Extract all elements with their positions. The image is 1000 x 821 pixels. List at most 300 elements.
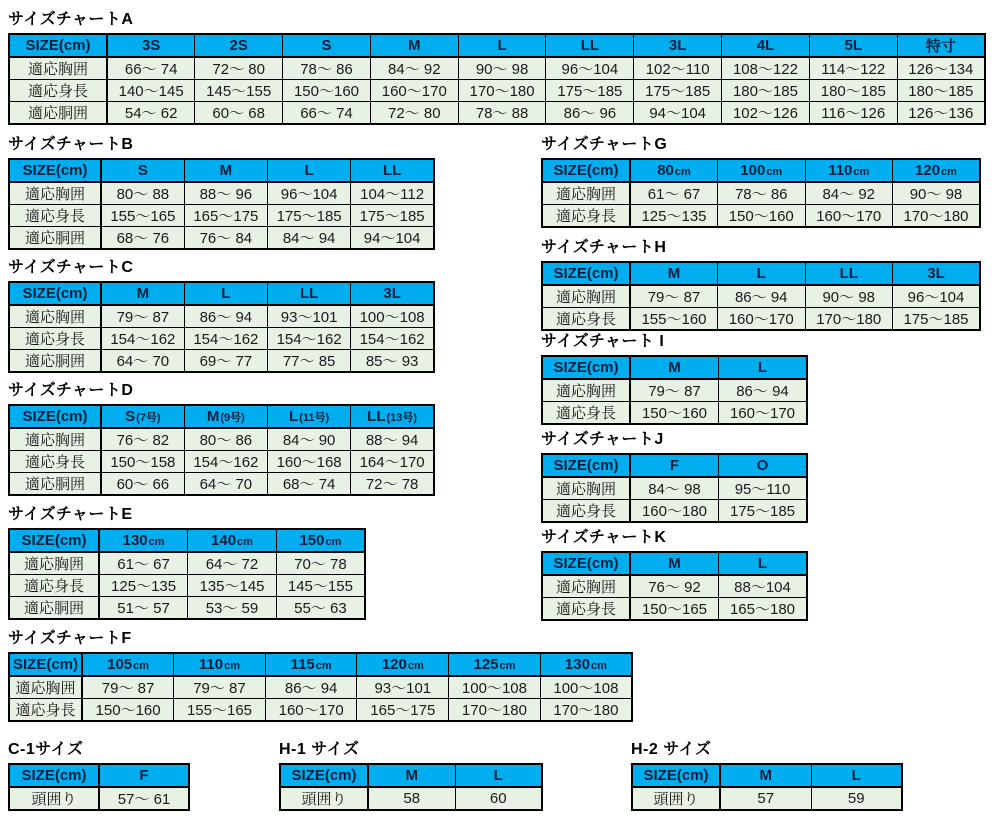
cell-value: 77〜 85 bbox=[268, 350, 351, 373]
cell-value: 102〜110 bbox=[634, 57, 722, 80]
column-header-label: 3L bbox=[668, 37, 687, 54]
column-header bbox=[184, 405, 267, 428]
column-header-sub-label: cm bbox=[148, 536, 165, 548]
size-chart-E bbox=[8, 505, 366, 620]
cell-value: 84〜 92 bbox=[805, 182, 893, 205]
table-row bbox=[9, 451, 434, 473]
column-header-label: 140 bbox=[211, 532, 237, 549]
size-table-G bbox=[541, 158, 981, 228]
column-header bbox=[893, 159, 981, 182]
cell-value: 79〜 87 bbox=[101, 305, 184, 328]
cell-value: 54〜 62 bbox=[107, 102, 195, 125]
cell-value: 55〜 63 bbox=[276, 597, 365, 620]
column-header bbox=[107, 34, 195, 57]
table-row bbox=[9, 552, 365, 575]
chart-title-H1: H-1 サイズ bbox=[279, 741, 360, 758]
size-table-H1 bbox=[279, 763, 543, 811]
row-label: 頭囲り bbox=[9, 787, 99, 810]
column-header bbox=[720, 764, 811, 787]
row-label: 適応胴囲 bbox=[9, 597, 99, 620]
cell-value: 100〜108 bbox=[351, 305, 434, 328]
row-label: 頭囲り bbox=[632, 787, 720, 810]
cell-value: 79〜 87 bbox=[82, 676, 174, 699]
column-header bbox=[101, 282, 184, 305]
cell-value: 154〜162 bbox=[101, 328, 184, 350]
column-header bbox=[805, 262, 893, 285]
table-row bbox=[9, 699, 632, 722]
column-header-label: LL bbox=[382, 162, 402, 179]
column-header-sub-label: cm bbox=[133, 660, 150, 672]
table-row bbox=[632, 787, 902, 810]
cell-value: 88〜 96 bbox=[184, 182, 267, 205]
row-label: 適応胸囲 bbox=[9, 182, 101, 205]
cell-value: 61〜 67 bbox=[99, 552, 188, 575]
column-header bbox=[718, 262, 806, 285]
table-row bbox=[9, 787, 189, 810]
table-row bbox=[9, 102, 985, 125]
table-row bbox=[9, 80, 985, 102]
size-corner-label: SIZE(cm) bbox=[542, 159, 630, 182]
cell-value: 78〜 86 bbox=[718, 182, 806, 205]
size-table-H bbox=[541, 261, 981, 331]
table-row bbox=[9, 227, 434, 250]
column-header-label: 120 bbox=[381, 656, 407, 673]
cell-value: 150〜158 bbox=[101, 451, 184, 473]
column-header-sub-label: cm bbox=[590, 660, 607, 672]
cell-value: 180〜185 bbox=[897, 80, 985, 102]
column-header bbox=[540, 653, 632, 676]
column-header bbox=[893, 262, 981, 285]
column-header-label: M bbox=[219, 162, 233, 179]
column-header-label: 4L bbox=[756, 37, 775, 54]
table-row bbox=[542, 182, 980, 205]
cell-value: 155〜165 bbox=[101, 205, 184, 227]
size-corner-label: SIZE(cm) bbox=[9, 653, 82, 676]
column-header-label: 3L bbox=[383, 285, 401, 302]
row-label: 適応胸囲 bbox=[9, 57, 107, 80]
row-label: 適応胸囲 bbox=[542, 379, 630, 402]
column-header bbox=[370, 34, 458, 57]
column-header bbox=[195, 34, 283, 57]
row-label: 適応身長 bbox=[9, 328, 101, 350]
cell-value: 80〜 86 bbox=[184, 428, 267, 451]
column-header-label: M bbox=[405, 767, 418, 784]
cell-value: 145〜155 bbox=[195, 80, 283, 102]
cell-value: 76〜 84 bbox=[184, 227, 267, 250]
column-header-sub-label: (9号) bbox=[220, 412, 245, 424]
cell-value: 155〜165 bbox=[174, 699, 266, 722]
size-table-E bbox=[8, 528, 366, 620]
column-header bbox=[458, 34, 546, 57]
cell-value: 66〜 74 bbox=[283, 102, 371, 125]
size-chart-J bbox=[541, 430, 808, 523]
table-row bbox=[9, 328, 434, 350]
chart-title-C1: C-1サイズ bbox=[8, 741, 84, 758]
column-header-label: L bbox=[221, 285, 231, 302]
cell-value: 150〜160 bbox=[630, 402, 719, 425]
row-label: 適応身長 bbox=[9, 205, 101, 227]
column-header-label: 80 bbox=[657, 162, 674, 179]
cell-value: 58 bbox=[368, 787, 455, 810]
row-label: 頭囲り bbox=[280, 787, 368, 810]
cell-value: 175〜185 bbox=[634, 80, 722, 102]
column-header-label: 特寸 bbox=[925, 38, 956, 55]
size-corner-label: SIZE(cm) bbox=[280, 764, 368, 787]
cell-value: 72〜 80 bbox=[195, 57, 283, 80]
column-header bbox=[99, 764, 189, 787]
cell-value: 93〜101 bbox=[268, 305, 351, 328]
column-header-sub-label: cm bbox=[674, 166, 691, 178]
table-row bbox=[542, 500, 807, 523]
cell-value: 76〜 82 bbox=[101, 428, 184, 451]
row-label: 適応身長 bbox=[9, 575, 99, 597]
column-header bbox=[283, 34, 371, 57]
cell-value: 66〜 74 bbox=[107, 57, 195, 80]
cell-value: 86〜 96 bbox=[546, 102, 634, 125]
cell-value: 150〜165 bbox=[630, 598, 719, 621]
column-header bbox=[268, 405, 351, 428]
cell-value: 96〜104 bbox=[893, 285, 981, 308]
cell-value: 84〜 94 bbox=[268, 227, 351, 250]
size-chart-H1 bbox=[279, 740, 543, 811]
column-header bbox=[630, 356, 719, 379]
column-header-label: M bbox=[668, 359, 681, 376]
cell-value: 125〜135 bbox=[630, 205, 718, 228]
chart-title-D: サイズチャートD bbox=[8, 382, 134, 399]
column-header-label: S bbox=[125, 408, 136, 425]
column-header bbox=[719, 454, 808, 477]
chart-title-H2: H-2 サイズ bbox=[631, 741, 712, 758]
size-chart-D bbox=[8, 381, 435, 496]
column-header-label: 120 bbox=[915, 162, 941, 179]
cell-value: 61〜 67 bbox=[630, 182, 718, 205]
row-label: 適応胴囲 bbox=[9, 102, 107, 125]
cell-value: 160〜170 bbox=[805, 205, 893, 228]
cell-value: 160〜170 bbox=[718, 308, 806, 331]
cell-value: 60〜 66 bbox=[101, 473, 184, 496]
table-row bbox=[9, 182, 434, 205]
column-header bbox=[718, 159, 806, 182]
chart-title-K: サイズチャートK bbox=[541, 529, 667, 546]
row-label: 適応胸囲 bbox=[9, 428, 101, 451]
row-label: 適応身長 bbox=[542, 598, 630, 621]
cell-value: 160〜180 bbox=[630, 500, 719, 523]
cell-value: 78〜 86 bbox=[283, 57, 371, 80]
table-row bbox=[542, 575, 807, 598]
size-chart-F bbox=[8, 629, 633, 722]
column-header bbox=[351, 159, 434, 182]
size-chart-I bbox=[541, 332, 808, 425]
cell-value: 88〜 94 bbox=[351, 428, 434, 451]
cell-value: 64〜 70 bbox=[101, 350, 184, 373]
cell-value: 79〜 87 bbox=[174, 676, 266, 699]
cell-value: 160〜170 bbox=[719, 402, 808, 425]
column-header bbox=[722, 34, 810, 57]
column-header bbox=[99, 529, 188, 552]
column-header-label: S bbox=[137, 162, 148, 179]
column-header-label: 130 bbox=[122, 532, 148, 549]
column-header-label: 2S bbox=[229, 37, 248, 54]
cell-value: 53〜 59 bbox=[188, 597, 277, 620]
column-header-label: 5L bbox=[844, 37, 863, 54]
cell-value: 95〜110 bbox=[719, 477, 808, 500]
chart-title-H: サイズチャートH bbox=[541, 239, 667, 256]
cell-value: 150〜160 bbox=[82, 699, 174, 722]
row-label: 適応胸囲 bbox=[542, 477, 630, 500]
column-header-label: 110 bbox=[828, 162, 853, 179]
column-header-label: 150 bbox=[299, 532, 325, 549]
size-corner-label: SIZE(cm) bbox=[542, 552, 630, 575]
row-label: 適応胴囲 bbox=[9, 350, 101, 373]
column-header bbox=[546, 34, 634, 57]
row-label: 適応胴囲 bbox=[9, 227, 101, 250]
cell-value: 175〜185 bbox=[719, 500, 808, 523]
size-corner-label: SIZE(cm) bbox=[542, 454, 630, 477]
cell-value: 180〜185 bbox=[722, 80, 810, 102]
table-row bbox=[9, 597, 365, 620]
size-corner-label: SIZE(cm) bbox=[542, 262, 630, 285]
row-label: 適応身長 bbox=[9, 80, 107, 102]
column-header-label: 110 bbox=[198, 656, 224, 673]
cell-value: 72〜 78 bbox=[351, 473, 434, 496]
chart-title-F: サイズチャートF bbox=[8, 630, 132, 647]
row-label: 適応胴囲 bbox=[9, 473, 101, 496]
cell-value: 140〜145 bbox=[107, 80, 195, 102]
column-header bbox=[449, 653, 541, 676]
table-row bbox=[9, 57, 985, 80]
column-header-label: M bbox=[668, 555, 681, 572]
column-header bbox=[184, 159, 267, 182]
column-header-sub-label: cm bbox=[315, 660, 332, 672]
column-header-label: 3S bbox=[141, 37, 161, 54]
column-header-label: L bbox=[757, 359, 768, 376]
column-header bbox=[719, 552, 808, 575]
table-row bbox=[280, 787, 542, 810]
cell-value: 86〜 94 bbox=[184, 305, 267, 328]
cell-value: 93〜101 bbox=[357, 676, 449, 699]
cell-value: 116〜126 bbox=[809, 102, 897, 125]
column-header bbox=[351, 282, 434, 305]
table-row bbox=[9, 205, 434, 227]
column-header bbox=[630, 552, 719, 575]
column-header-label: L bbox=[851, 767, 861, 784]
size-chart-G bbox=[541, 135, 981, 228]
column-header-sub-label: cm bbox=[941, 166, 957, 178]
size-corner-label: SIZE(cm) bbox=[542, 356, 630, 379]
row-label: 適応胸囲 bbox=[9, 305, 101, 328]
size-table-I bbox=[541, 355, 808, 425]
chart-title-A: サイズチャートA bbox=[8, 11, 134, 28]
table-row bbox=[542, 477, 807, 500]
column-header bbox=[630, 159, 718, 182]
column-header-sub-label: cm bbox=[853, 166, 870, 178]
size-corner-label: SIZE(cm) bbox=[9, 529, 99, 552]
cell-value: 175〜185 bbox=[351, 205, 434, 227]
table-row bbox=[542, 205, 980, 228]
cell-value: 125〜135 bbox=[99, 575, 188, 597]
cell-value: 154〜162 bbox=[184, 451, 267, 473]
size-chart-H bbox=[541, 238, 981, 331]
table-row bbox=[542, 379, 807, 402]
size-table-D bbox=[8, 404, 435, 496]
cell-value: 126〜136 bbox=[897, 102, 985, 125]
column-header-label: 115 bbox=[290, 656, 315, 673]
cell-value: 154〜162 bbox=[184, 328, 267, 350]
size-corner-label: SIZE(cm) bbox=[9, 405, 101, 428]
chart-title-B: サイズチャートB bbox=[8, 136, 134, 153]
column-header-label: LL bbox=[839, 265, 858, 282]
cell-value: 154〜162 bbox=[351, 328, 434, 350]
cell-value: 86〜 94 bbox=[265, 676, 357, 699]
column-header-label: LL bbox=[367, 408, 386, 425]
column-header bbox=[268, 282, 351, 305]
column-header bbox=[811, 764, 902, 787]
column-header-label: LL bbox=[580, 37, 600, 54]
cell-value: 84〜 98 bbox=[630, 477, 719, 500]
cell-value: 84〜 90 bbox=[268, 428, 351, 451]
cell-value: 79〜 87 bbox=[630, 285, 718, 308]
row-label: 適応胸囲 bbox=[542, 285, 630, 308]
cell-value: 160〜168 bbox=[268, 451, 351, 473]
cell-value: 57 bbox=[720, 787, 811, 810]
row-label: 適応身長 bbox=[542, 205, 630, 228]
cell-value: 72〜 80 bbox=[370, 102, 458, 125]
cell-value: 180〜185 bbox=[809, 80, 897, 102]
column-header bbox=[630, 454, 719, 477]
size-chart-C bbox=[8, 258, 435, 373]
cell-value: 170〜180 bbox=[449, 699, 541, 722]
column-header-sub-label: cm bbox=[224, 660, 241, 672]
row-label: 適応胸囲 bbox=[542, 575, 630, 598]
cell-value: 104〜112 bbox=[351, 182, 434, 205]
column-header-label: L bbox=[497, 37, 507, 54]
size-chart-B bbox=[8, 135, 435, 250]
cell-value: 114〜122 bbox=[809, 57, 897, 80]
size-table-F bbox=[8, 652, 633, 722]
column-header-label: 125 bbox=[473, 656, 499, 673]
cell-value: 90〜 98 bbox=[893, 182, 981, 205]
column-header-label: L bbox=[304, 162, 314, 179]
column-header-label: M bbox=[136, 285, 150, 302]
column-header-label: L bbox=[289, 408, 299, 425]
size-corner-label: SIZE(cm) bbox=[9, 34, 107, 57]
row-label: 適応身長 bbox=[9, 451, 101, 473]
cell-value: 85〜 93 bbox=[351, 350, 434, 373]
cell-value: 102〜126 bbox=[722, 102, 810, 125]
table-row bbox=[542, 402, 807, 425]
column-header bbox=[805, 159, 893, 182]
cell-value: 165〜175 bbox=[184, 205, 267, 227]
column-header-sub-label: (7号) bbox=[136, 412, 161, 424]
column-header-label: 3L bbox=[927, 265, 945, 282]
column-header bbox=[268, 159, 351, 182]
size-table-J bbox=[541, 453, 808, 523]
size-table-H2 bbox=[631, 763, 903, 811]
cell-value: 170〜180 bbox=[458, 80, 546, 102]
column-header-label: M bbox=[667, 265, 681, 282]
column-header-label: S bbox=[321, 37, 332, 54]
size-table-K bbox=[541, 551, 808, 621]
cell-value: 59 bbox=[811, 787, 902, 810]
row-label: 適応身長 bbox=[542, 402, 630, 425]
cell-value: 170〜180 bbox=[893, 205, 981, 228]
column-header-sub-label: (11号) bbox=[299, 412, 330, 424]
size-table-A bbox=[8, 33, 986, 125]
size-chart-H2 bbox=[631, 740, 903, 811]
chart-title-I: サイズチャート I bbox=[541, 333, 665, 350]
size-chart-A bbox=[8, 10, 986, 125]
column-header-sub-label: cm bbox=[407, 660, 424, 672]
column-header-label: O bbox=[756, 457, 769, 474]
column-header-label: L bbox=[757, 555, 768, 572]
table-row bbox=[542, 308, 980, 331]
column-header-label: F bbox=[669, 457, 680, 474]
chart-title-C: サイズチャートC bbox=[8, 259, 134, 276]
column-header bbox=[101, 405, 184, 428]
cell-value: 100〜108 bbox=[449, 676, 541, 699]
cell-value: 64〜 72 bbox=[188, 552, 277, 575]
table-row bbox=[9, 575, 365, 597]
cell-value: 154〜162 bbox=[268, 328, 351, 350]
column-header-label: 130 bbox=[564, 656, 590, 673]
row-label: 適応胸囲 bbox=[542, 182, 630, 205]
cell-value: 79〜 87 bbox=[630, 379, 719, 402]
column-header bbox=[357, 653, 449, 676]
column-header-label: LL bbox=[299, 285, 319, 302]
cell-value: 78〜 88 bbox=[458, 102, 546, 125]
cell-value: 175〜185 bbox=[546, 80, 634, 102]
row-label: 適応身長 bbox=[542, 500, 630, 523]
size-corner-label: SIZE(cm) bbox=[9, 282, 101, 305]
cell-value: 150〜160 bbox=[283, 80, 371, 102]
cell-value: 175〜185 bbox=[893, 308, 981, 331]
cell-value: 60 bbox=[455, 787, 542, 810]
cell-value: 100〜108 bbox=[540, 676, 632, 699]
cell-value: 150〜160 bbox=[718, 205, 806, 228]
cell-value: 70〜 78 bbox=[276, 552, 365, 575]
column-header bbox=[634, 34, 722, 57]
cell-value: 94〜104 bbox=[634, 102, 722, 125]
cell-value: 170〜180 bbox=[805, 308, 893, 331]
column-header-sub-label: cm bbox=[325, 536, 342, 548]
column-header-sub-label: cm bbox=[237, 536, 253, 548]
cell-value: 60〜 68 bbox=[195, 102, 283, 125]
size-table-C bbox=[8, 281, 435, 373]
column-header-label: 100 bbox=[740, 162, 766, 179]
table-row bbox=[9, 350, 434, 373]
cell-value: 68〜 74 bbox=[268, 473, 351, 496]
cell-value: 155〜160 bbox=[630, 308, 718, 331]
cell-value: 126〜134 bbox=[897, 57, 985, 80]
cell-value: 135〜145 bbox=[188, 575, 277, 597]
column-header bbox=[184, 282, 267, 305]
cell-value: 90〜 98 bbox=[805, 285, 893, 308]
column-header-sub-label: cm bbox=[766, 166, 783, 178]
size-chart-C1 bbox=[8, 740, 190, 811]
column-header bbox=[351, 405, 434, 428]
column-header bbox=[719, 356, 808, 379]
table-row bbox=[9, 428, 434, 451]
column-header bbox=[82, 653, 174, 676]
column-header bbox=[368, 764, 455, 787]
table-row bbox=[9, 676, 632, 699]
cell-value: 145〜155 bbox=[276, 575, 365, 597]
cell-value: 86〜 94 bbox=[719, 379, 808, 402]
column-header-label: 105 bbox=[107, 656, 133, 673]
cell-value: 86〜 94 bbox=[718, 285, 806, 308]
row-label: 適応身長 bbox=[542, 308, 630, 331]
column-header bbox=[897, 34, 985, 57]
